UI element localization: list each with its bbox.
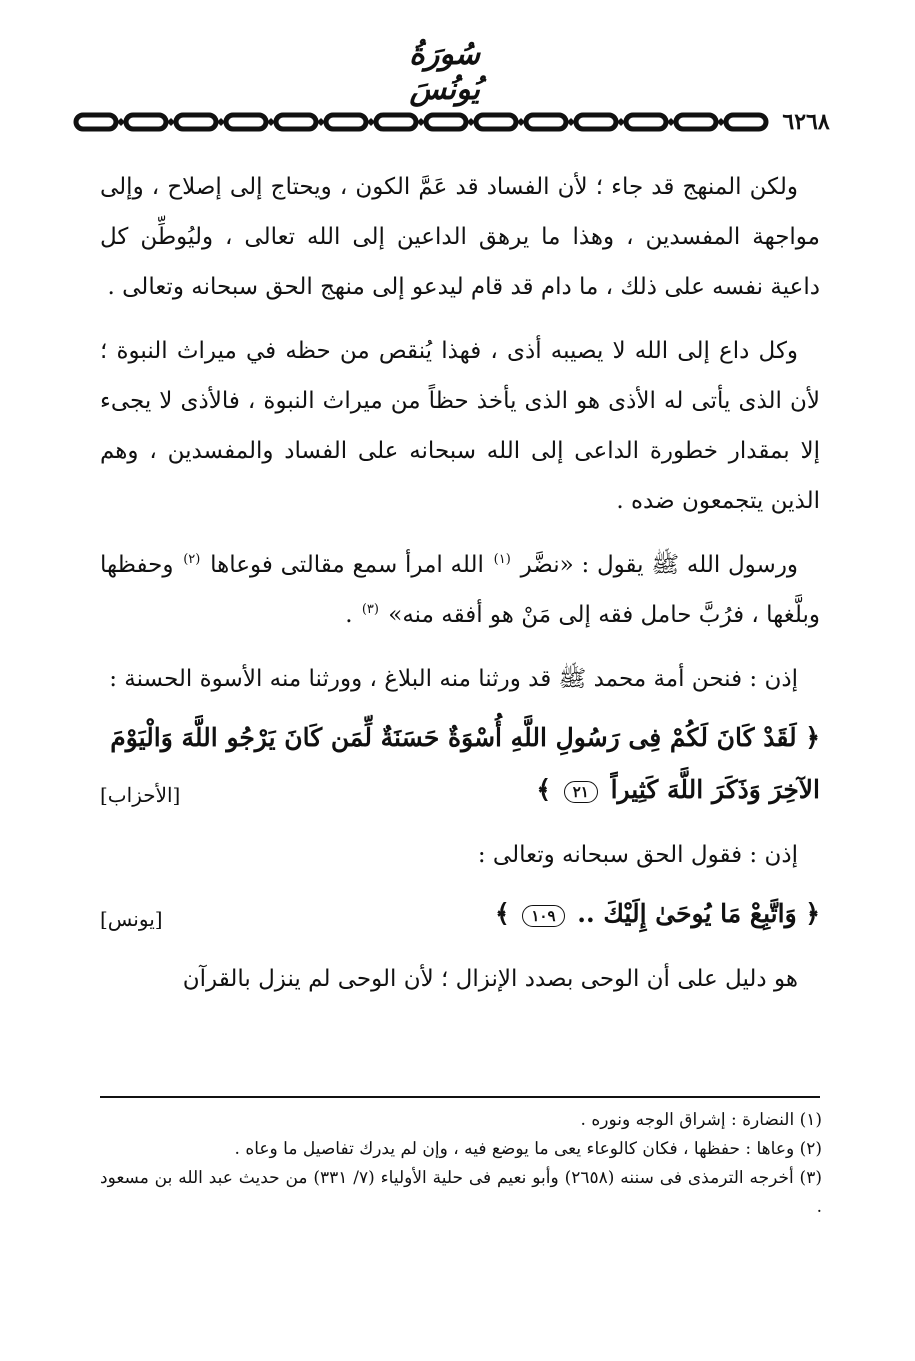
paragraph-4: إذن : فنحن أمة محمد ﷺ قد ورثنا منه البلاغ ، وورثنا منه الأسوة الحسنة :	[109, 666, 798, 692]
chain-diamond	[667, 118, 675, 126]
chain-diamond	[617, 118, 625, 126]
chain-diamond	[417, 118, 425, 126]
ayah-number-badge: ٢١	[564, 781, 598, 803]
chain-link	[176, 115, 216, 129]
ornamental-chain-border	[72, 106, 772, 138]
chain-diamond	[517, 118, 525, 126]
page-body	[100, 162, 820, 1018]
chain-link	[126, 115, 166, 129]
chain-link	[726, 115, 766, 129]
chain-link	[226, 115, 266, 129]
footnote-marker-1: (١)	[493, 552, 511, 568]
quran-verse-yunus	[100, 888, 820, 940]
paragraph-3	[100, 540, 820, 640]
chain-link	[476, 115, 516, 129]
verse-2-reference: [يونس]	[100, 907, 163, 931]
paragraph-3-text-c: وحفظها وبلَّغها ، فرُبَّ حامل فقه إلى مَنْ هو أفقه منه»	[100, 552, 820, 628]
chain-diamond	[467, 118, 475, 126]
footnote-2: (٢) وعاها : حفظها ، فكان كالوعاء يعى ما يوضع فيه ، وإن لم يدرك تفاصيل ما وعاه .	[234, 1139, 822, 1159]
verse-2-line	[100, 888, 820, 940]
verse-2-close-bracket: ﴾	[494, 899, 510, 928]
chain-diamond	[267, 118, 275, 126]
paragraph-1: ولكن المنهج قد جاء ؛ لأن الفساد قد عَمَّ الكون ، ويحتاج إلى إصلاح ، وإلى مواجهة المفسدين ، وهذا ما يرهق الداعين إلى الله تعالى ، وليُوطِّن كل داعية نفسه على ذلك ، ما دام قد قام ليدعو إلى منهج الحق سبحانه وتعالى .	[100, 174, 820, 300]
quran-verse-ahzab	[100, 712, 820, 816]
paragraph-3-end: .	[345, 602, 353, 628]
verse-1-line-2-text: الآخِرَ وَذَكَرَ اللَّهَ كَثِيراً	[610, 775, 820, 804]
footnote-3: (٣) أخرجه الترمذى فى سننه (٢٦٥٨) وأبو نعيم فى حلية الأولياء (٧/ ٣٣١) من حديث عبد الله بن مسعود .	[100, 1168, 822, 1217]
page-number: ٦٢٦٨	[782, 109, 830, 135]
verse-2-text: ﴿ وَاتَّبِعْ مَا يُوحَىٰ إِلَيْكَ ..	[577, 899, 820, 928]
chain-diamond	[367, 118, 375, 126]
ayah-number-badge: ١٠٩	[522, 905, 564, 927]
verse-1-line-1: ﴿ لَقَدْ كَانَ لَكُمْ فِى رَسُولِ اللَّهِ أُسْوَةٌ حَسَنَةٌ لِّمَن كَانَ يَرْجُو اللَّهَ وَالْيَوْمَ	[110, 723, 820, 752]
chain-link	[326, 115, 366, 129]
footnote-1: (١) النضارة : إشراق الوجه ونوره .	[580, 1110, 822, 1130]
footnotes	[100, 1106, 822, 1222]
chain-link	[626, 115, 666, 129]
chain-diamond	[167, 118, 175, 126]
footnote-separator	[100, 1096, 820, 1098]
paragraph-5: إذن : فقول الحق سبحانه وتعالى :	[477, 842, 798, 868]
chain-link	[576, 115, 616, 129]
paragraph-3-text-a: ورسول الله ﷺ يقول : «نضَّر	[520, 552, 799, 578]
paragraph-2: وكل داع إلى الله لا يصيبه أذى ، فهذا يُنقص من حظه في ميراث النبوة ؛ لأن الذى يأتى له الأذى هو الذى يأخذ حظاً من ميراث النبوة ، فالأذى لا يجىء إلا بمقدار خطورة الداعى إلى الله سبحانه على الفساد والمفسدين ، وهم الذين يتجمعون ضده .	[100, 338, 820, 514]
chain-link	[276, 115, 316, 129]
verse-1-line-2	[100, 764, 820, 816]
footnote-marker-2: (٢)	[183, 552, 201, 568]
paragraph-3-text-b: الله امرأ سمع مقالتى فوعاها	[210, 552, 484, 578]
chain-diamond	[217, 118, 225, 126]
chain-link	[76, 115, 116, 129]
chain-diamond	[117, 118, 125, 126]
footnote-marker-3: (٣)	[361, 602, 379, 618]
verse-1-close-bracket: ﴾	[536, 775, 551, 804]
paragraph-6: هو دليل على أن الوحى بصدد الإنزال ؛ لأن الوحى لم ينزل بالقرآن	[182, 966, 798, 992]
chain-link	[376, 115, 416, 129]
verse-1-reference: [الأحزاب]	[100, 783, 181, 807]
chain-diamond	[567, 118, 575, 126]
chain-diamond	[717, 118, 725, 126]
chain-link	[426, 115, 466, 129]
chain-diamond	[317, 118, 325, 126]
sura-title: سُورَةُ يُونُسَ	[409, 37, 480, 107]
chain-link	[676, 115, 716, 129]
chain-link	[526, 115, 566, 129]
